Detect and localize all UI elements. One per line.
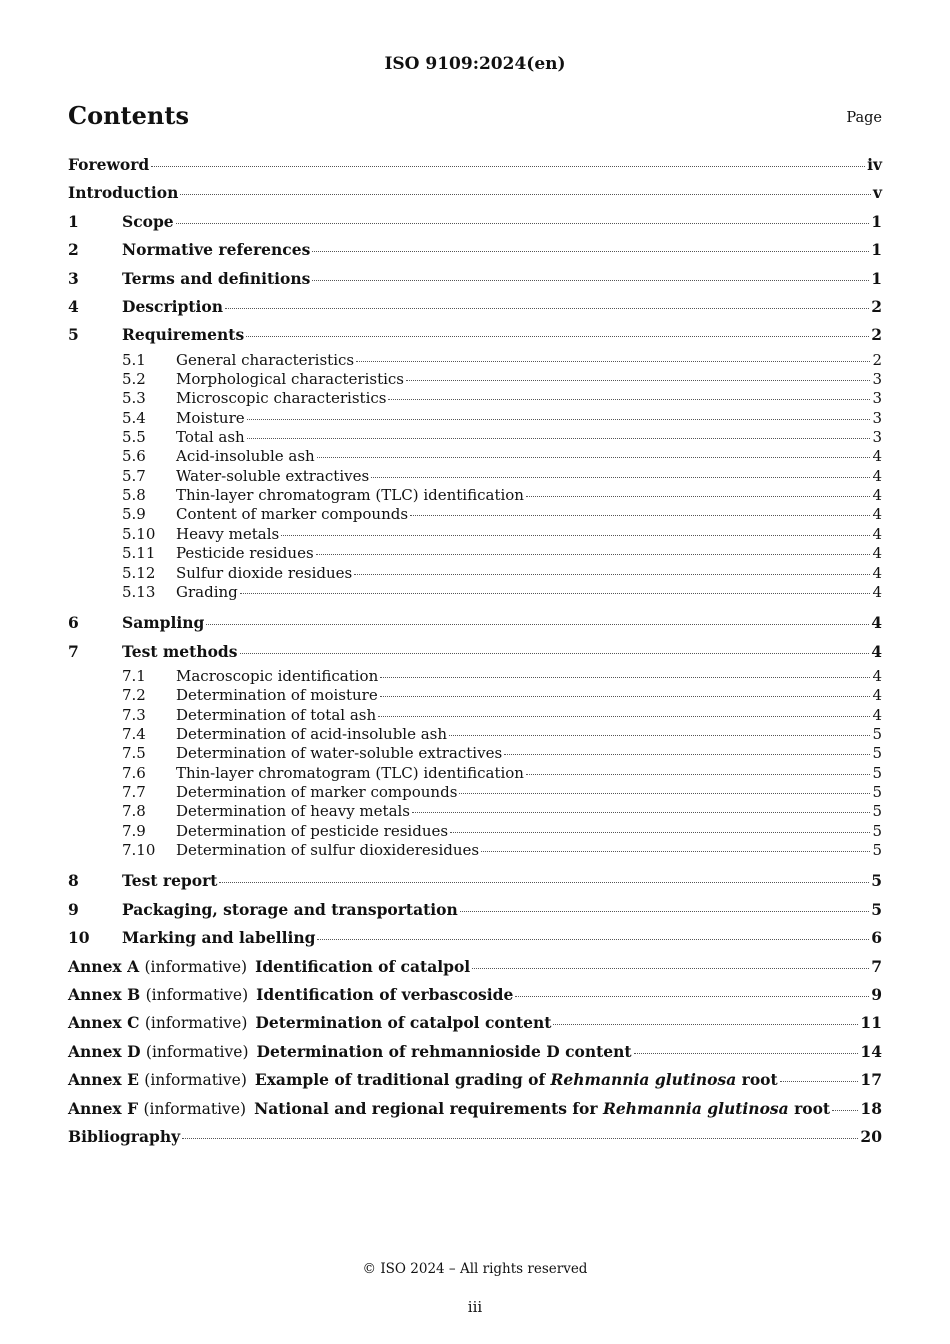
toc-page-number: 4 — [871, 613, 882, 633]
toc-page-number: 17 — [860, 1070, 882, 1090]
toc-subentry-number: 7.9 — [122, 821, 146, 840]
toc-page-number: 7 — [871, 956, 882, 976]
toc-subentry-title: Water-soluble extractives — [176, 466, 370, 485]
toc-entry-title: Marking and labelling — [122, 928, 316, 948]
annex-type-note: (informative) — [145, 1042, 249, 1061]
annex-type-note: (informative) — [145, 985, 249, 1004]
toc-subentry-title: Moisture — [176, 408, 245, 427]
dot-leader — [832, 1110, 858, 1111]
annex-label: Annex B — [68, 984, 141, 1004]
toc-page-number: 4 — [872, 505, 882, 524]
toc-entry-number: 1 — [68, 211, 79, 231]
toc-subentry[interactable] — [68, 744, 882, 763]
dot-leader — [472, 968, 869, 969]
toc-subentry[interactable] — [68, 706, 882, 725]
toc-entry[interactable] — [68, 322, 882, 350]
toc-page-number: 1 — [871, 211, 882, 231]
toc-page-number: 14 — [860, 1041, 882, 1061]
dot-leader — [151, 166, 865, 167]
toc-annex-entry[interactable] — [68, 1067, 882, 1095]
toc-subentry-title: Thin-layer chromatogram (TLC) identification — [176, 486, 524, 505]
dot-leader — [526, 774, 870, 775]
toc-entry-number: 5 — [68, 325, 79, 345]
toc-subentry-title: Content of marker compounds — [176, 505, 409, 524]
toc-subentry-title: Determination of total ash — [176, 705, 377, 724]
dot-leader — [460, 911, 869, 912]
toc-entry[interactable] — [68, 639, 882, 667]
annex-label: Annex E — [68, 1070, 139, 1090]
toc-subentry-title: Determination of moisture — [176, 686, 378, 705]
toc-page-number: 4 — [872, 486, 882, 505]
toc-entry-title: Test methods — [122, 641, 238, 661]
annex-type-note: (informative) — [143, 1099, 247, 1118]
toc-page-number: 4 — [872, 666, 882, 685]
page-column-label: Page — [846, 110, 882, 126]
toc-annex-title — [68, 1010, 551, 1036]
toc-page-number: 5 — [871, 899, 882, 919]
toc-page-number: 4 — [872, 524, 882, 543]
annex-label: Annex C — [68, 1013, 140, 1033]
toc-page-number: 18 — [860, 1098, 882, 1118]
page-number: iii — [467, 1298, 483, 1316]
dot-leader — [246, 336, 869, 337]
dot-leader — [504, 754, 870, 755]
annex-type-note: (informative) — [144, 957, 248, 976]
toc-subentry-title: Determination of acid-insoluble ash — [176, 725, 448, 744]
dot-leader — [240, 653, 870, 654]
toc-page-number: 4 — [872, 705, 882, 724]
toc-subentry-title: Determination of sulfur dioxideresidues — [176, 841, 480, 860]
annex-title-text: root — [788, 1098, 831, 1118]
dot-leader — [180, 194, 871, 195]
toc-annex-title — [68, 1039, 632, 1065]
toc-subentry[interactable] — [68, 447, 882, 466]
annex-label: Annex D — [68, 1041, 141, 1061]
toc-annex-title — [68, 1096, 830, 1122]
dot-leader — [225, 308, 869, 309]
dot-leader — [449, 735, 870, 736]
dot-leader — [312, 251, 869, 252]
toc-subentry[interactable] — [68, 725, 882, 744]
toc-subentry-title: Microscopic characteristics — [176, 389, 387, 408]
dot-leader — [515, 996, 869, 997]
dot-leader — [459, 793, 870, 794]
dot-leader — [281, 535, 870, 536]
toc-subentry-number: 5.4 — [122, 408, 146, 427]
toc-subentry[interactable] — [68, 783, 882, 802]
toc-annex-entry[interactable] — [68, 1096, 882, 1124]
dot-leader — [247, 438, 871, 439]
toc-subentry-number: 5.8 — [122, 486, 146, 505]
toc-entry-title: Scope — [122, 211, 174, 231]
annex-label: Annex F — [68, 1098, 139, 1118]
annex-title-italic: Rehmannia glutinosa — [550, 1070, 737, 1090]
toc-subentry-title: Grading — [176, 582, 238, 601]
dot-leader — [354, 574, 870, 575]
dot-leader — [406, 380, 870, 381]
toc-subentry-number: 5.1 — [122, 350, 146, 369]
annex-title-text: Identification of verbascoside — [256, 984, 514, 1004]
toc-entry[interactable] — [68, 1124, 882, 1152]
toc-entry-number: 7 — [68, 641, 79, 661]
dot-leader — [219, 882, 869, 883]
toc-subentry[interactable] — [68, 351, 882, 370]
dot-leader — [412, 812, 870, 813]
toc-page-number: 5 — [871, 871, 882, 891]
toc-entry[interactable] — [68, 610, 882, 638]
dot-leader — [182, 1138, 858, 1139]
toc-subentry[interactable] — [68, 428, 882, 447]
dot-leader — [240, 593, 871, 594]
toc-entry[interactable] — [68, 266, 882, 294]
toc-subentry-number: 5.7 — [122, 466, 146, 485]
toc-page-number: 4 — [872, 582, 882, 601]
toc-subentry[interactable] — [68, 486, 882, 505]
toc-subentry-number: 7.7 — [122, 783, 146, 802]
toc-entry[interactable] — [68, 925, 882, 953]
annex-type-note: (informative) — [144, 1071, 247, 1090]
toc-page-number: 9 — [871, 984, 882, 1004]
dot-leader — [388, 399, 870, 400]
toc-page-number: 5 — [872, 783, 882, 802]
dot-leader — [312, 280, 869, 281]
toc-subentry[interactable] — [68, 564, 882, 583]
toc-entry[interactable] — [68, 897, 882, 925]
toc-entry-title: Foreword — [68, 155, 150, 174]
toc-page-number: 5 — [872, 821, 882, 840]
toc-page-number: 4 — [871, 641, 882, 661]
toc-subentry-title: Determination of water-soluble extractives — [176, 744, 503, 763]
toc-entry-title: Packaging, storage and transportation — [122, 899, 458, 919]
toc-subentry-number: 5.5 — [122, 428, 146, 447]
toc-subentry[interactable] — [68, 764, 882, 783]
dot-leader — [481, 851, 870, 852]
toc-entry-number: 10 — [68, 928, 90, 948]
toc-entry-title: Test report — [122, 871, 218, 891]
toc-subentry-title: Acid-insoluble ash — [176, 447, 315, 466]
toc-annex-title — [68, 982, 513, 1008]
toc-subentry-number: 7.3 — [122, 705, 146, 724]
toc-annex-entry[interactable] — [68, 982, 882, 1010]
toc-entry[interactable] — [68, 180, 882, 208]
annex-label: Annex A — [68, 956, 140, 976]
toc-page-number: 3 — [872, 370, 882, 389]
copyright-notice: © ISO 2024 – All rights reserved — [362, 1261, 588, 1277]
toc-subentry-number: 5.3 — [122, 389, 146, 408]
dot-leader — [634, 1053, 859, 1054]
annex-title-text: Identification of catalpol — [255, 956, 471, 976]
toc-subentry-number: 7.4 — [122, 725, 146, 744]
toc-page-number: 1 — [871, 240, 882, 260]
toc-page-number: 11 — [860, 1013, 882, 1033]
toc-page-number: iv — [867, 155, 882, 174]
toc-subentry[interactable] — [68, 667, 882, 686]
toc-annex-entry[interactable] — [68, 1010, 882, 1038]
toc-subentry-number: 7.5 — [122, 744, 146, 763]
toc-subentry-title: Thin-layer chromatogram (TLC) identification — [176, 763, 524, 782]
toc-subentry-number: 5.2 — [122, 370, 146, 389]
toc-page-number: 1 — [871, 268, 882, 288]
toc-page-number: v — [872, 183, 882, 203]
document-identifier: ISO 9109:2024(en) — [384, 54, 566, 74]
toc-annex-title — [68, 1067, 778, 1093]
toc-page-number: 5 — [872, 802, 882, 821]
toc-entry-title: Introduction — [68, 183, 179, 203]
toc-subentry[interactable] — [68, 686, 882, 705]
toc-entry[interactable] — [68, 237, 882, 265]
toc-entry-title: Description — [122, 296, 224, 316]
dot-leader — [378, 716, 870, 717]
toc-subentry-number: 7.2 — [122, 686, 146, 705]
toc-subentry-title: Pesticide residues — [176, 544, 314, 563]
dot-leader — [380, 696, 871, 697]
toc-entry-number: 3 — [68, 268, 79, 288]
toc-subentry[interactable] — [68, 409, 882, 428]
toc-page-number: 4 — [872, 686, 882, 705]
toc-subentry-title: General characteristics — [176, 350, 355, 369]
toc-subentry-title: Macroscopic identification — [176, 666, 379, 685]
toc-subentry-number: 5.12 — [122, 563, 156, 582]
toc-subentry[interactable] — [68, 525, 882, 544]
toc-annex-title — [68, 954, 470, 980]
toc-page-number: 5 — [872, 725, 882, 744]
toc-subentry[interactable] — [68, 544, 882, 563]
dot-leader — [553, 1024, 858, 1025]
dot-leader — [780, 1081, 859, 1082]
toc-page-number: 3 — [872, 408, 882, 427]
toc-page-number: 5 — [872, 744, 882, 763]
dot-leader — [380, 677, 870, 678]
toc-annex-entry[interactable] — [68, 1039, 882, 1067]
toc-annex-entry[interactable] — [68, 954, 882, 982]
toc-subentry[interactable] — [68, 505, 882, 524]
toc-entry-number: 6 — [68, 613, 79, 633]
toc-page-number: 4 — [872, 563, 882, 582]
toc-subentry-title: Total ash — [176, 428, 245, 447]
annex-title-italic: Rehmannia glutinosa — [602, 1098, 789, 1118]
toc-subentry-number: 7.6 — [122, 763, 146, 782]
annex-type-note: (informative) — [144, 1014, 248, 1033]
toc-page-number: 6 — [871, 928, 882, 948]
dot-leader — [317, 939, 869, 940]
contents-heading: Contents — [68, 101, 189, 130]
toc-entry-title: Normative references — [122, 240, 311, 260]
dot-leader — [206, 624, 869, 625]
dot-leader — [317, 457, 871, 458]
toc-entry-number: 4 — [68, 296, 79, 316]
annex-title-text: root — [736, 1070, 778, 1090]
annex-title-text: Determination of catalpol content — [255, 1013, 552, 1033]
toc-subentry-number: 5.6 — [122, 447, 146, 466]
toc-entry[interactable] — [68, 868, 882, 896]
toc-entry-title: Sampling — [122, 613, 205, 633]
toc-subentry-number: 7.10 — [122, 841, 156, 860]
toc-entry[interactable] — [68, 294, 882, 322]
toc-entry-title: Terms and definitions — [122, 268, 311, 288]
toc-page-number: 20 — [860, 1126, 882, 1146]
toc-subentry-title: Morphological characteristics — [176, 370, 405, 389]
toc-subentry[interactable] — [68, 841, 882, 860]
toc-subentry[interactable] — [68, 583, 882, 602]
toc-page-number: 5 — [872, 763, 882, 782]
toc-page-number: 3 — [872, 428, 882, 447]
dot-leader — [371, 477, 870, 478]
toc-page-number: 3 — [872, 389, 882, 408]
toc-page-number: 2 — [871, 325, 882, 345]
toc-subentry-number: 5.9 — [122, 505, 146, 524]
toc-subentry-title: Determination of pesticide residues — [176, 821, 449, 840]
dot-leader — [356, 361, 870, 362]
toc-subentry[interactable] — [68, 467, 882, 486]
toc-page-number: 4 — [872, 544, 882, 563]
dot-leader — [316, 554, 871, 555]
dot-leader — [176, 223, 870, 224]
dot-leader — [410, 515, 870, 516]
toc-subentry-title: Heavy metals — [176, 524, 280, 543]
toc-entry-number: 8 — [68, 871, 79, 891]
toc-entry[interactable] — [68, 209, 882, 237]
toc-subentry-title: Determination of heavy metals — [176, 802, 411, 821]
toc-subentry[interactable] — [68, 822, 882, 841]
toc-subentry-number: 5.11 — [122, 544, 156, 563]
toc-entry-number: 9 — [68, 899, 79, 919]
table-of-contents — [68, 152, 882, 1152]
toc-subentry-number: 5.10 — [122, 524, 156, 543]
toc-subentry-number: 5.13 — [122, 582, 156, 601]
toc-page-number: 5 — [872, 841, 882, 860]
toc-entry[interactable] — [68, 152, 882, 180]
toc-page-number: 2 — [871, 296, 882, 316]
toc-subentry-number: 7.1 — [122, 666, 146, 685]
toc-entry-number: 2 — [68, 240, 79, 260]
toc-subentry[interactable] — [68, 802, 882, 821]
toc-page-number: 2 — [872, 350, 882, 369]
annex-title-text: National and regional requirements for — [254, 1098, 603, 1118]
toc-subentry-title: Determination of marker compounds — [176, 783, 458, 802]
annex-title-text: Example of traditional grading of — [254, 1070, 551, 1090]
toc-subentry[interactable] — [68, 370, 882, 389]
dot-leader — [526, 496, 870, 497]
toc-subentry[interactable] — [68, 389, 882, 408]
dot-leader — [450, 832, 870, 833]
toc-subentry-number: 7.8 — [122, 802, 146, 821]
toc-subentry-title: Sulfur dioxide residues — [176, 563, 353, 582]
annex-title-text: Determination of rehmannioside D content — [256, 1041, 632, 1061]
dot-leader — [247, 419, 871, 420]
toc-entry-title: Requirements — [122, 325, 245, 345]
toc-page-number: 4 — [872, 447, 882, 466]
toc-page-number: 4 — [872, 466, 882, 485]
toc-entry-title: Bibliography — [68, 1126, 181, 1146]
